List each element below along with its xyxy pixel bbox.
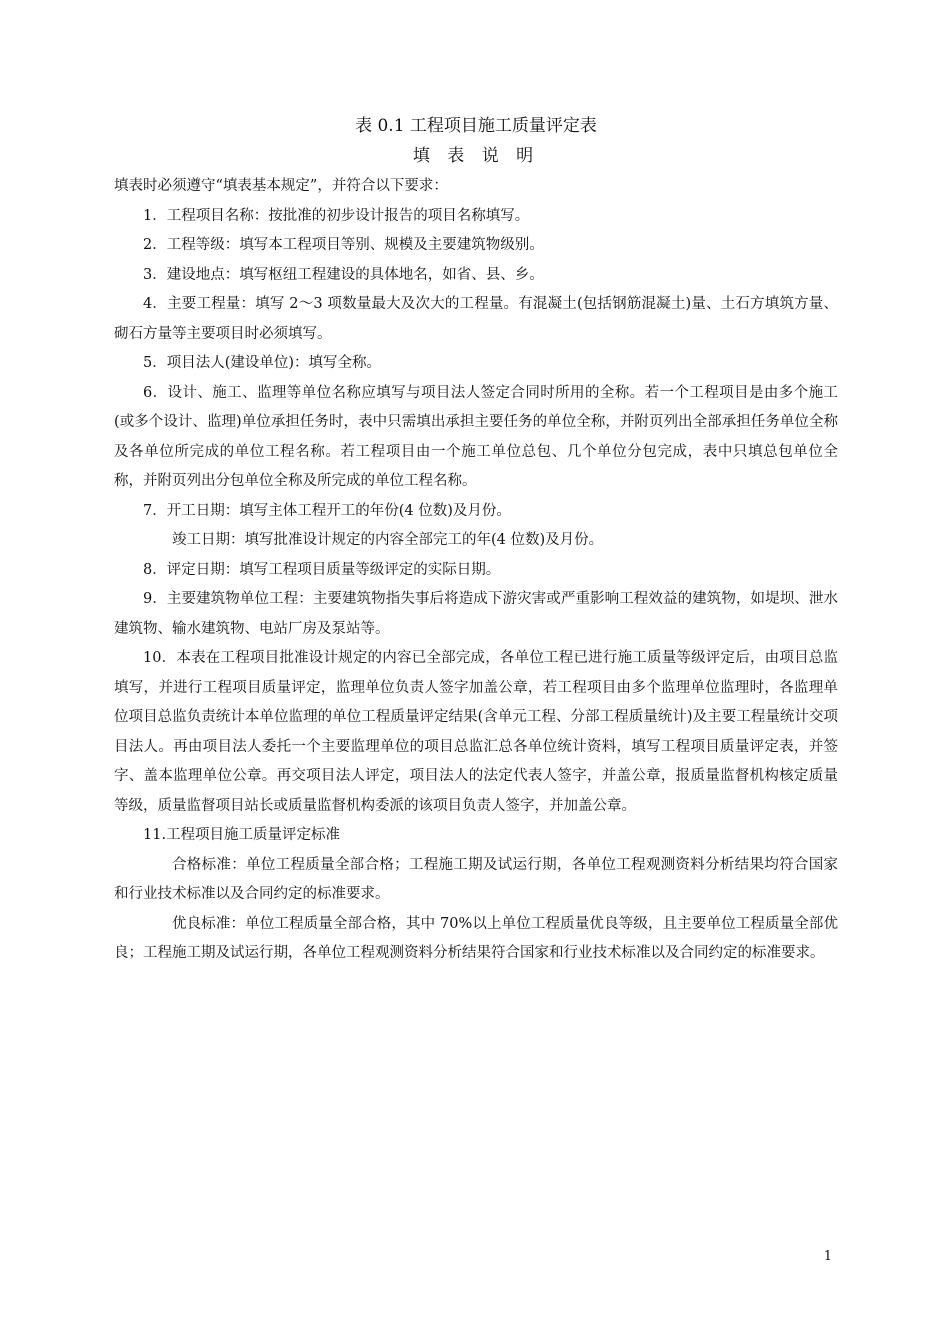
item-completion-date: 竣工日期：填写批准设计规定的内容全部完工的年(4 位数)及月份。 (172, 532, 604, 548)
item-project-grade: 2．工程等级：填写本工程项目等别、规模及主要建筑物级别。 (143, 237, 544, 253)
item-unit-names: 6．设计、施工、监理等单位名称应填写与项目法人签定合同时所用的全称。若一个工程项目是由多个施工(或多个设计、监理)单位承担任务时，表中只需填出承担主要任务的单位全称，并附页列出全部承担任务单位全称及各单位所完成的单位工程名称。若工程项目由一个施工单位总包、几个单位分包完成，表中只填总包单位全称，并附页列出分包单位全称及所完成的单位工程名称。 (114, 384, 838, 489)
item-form-procedure: 10．本表在工程项目批准设计规定的内容已全部完成，各单位工程已进行施工质量等级评定后，由项目总监填写，并进行工程项目质量评定，监理单位负责人签字加盖公章，若工程项目由多个监理单位监理时，各监理单位项目总监负责统计本单位监理的单位工程质量评定结果(含单元工程、分部工程质量统计)及主要工程量统计交项目法人。再由项目法人委托一个主要监理单位的项目总监汇总各单位统计资料，填写工程项目质量评定表，并签字、盖本监理单位公章。再交项目法人评定，项目法人的法定代表人签字，并盖公章，报质量监督机构核定质量等级，质量监督项目站长或质量监督机构委派的该项目负责人签字，并加盖公章。 (114, 650, 838, 814)
item-quality-standard-heading: 11.工程项目施工质量评定标准 (143, 827, 341, 843)
item-main-quantities: 4．主要工程量：填写 2～3 项数量最大及次大的工程量。有混凝土(包括钢筋混凝土)量、土石方填筑方量、砌石方量等主要项目时必须填写。 (114, 296, 838, 342)
item-excellent-standard: 优良标准：单位工程质量全部合格，其中 70%以上单位工程质量优良等级，且主要单位工程质量全部优良；工程施工期及试运行期，各单位工程观测资料分析结果符合国家和行业技术标准以及合同约定的标准要求。 (114, 915, 838, 961)
page-number: 1 (823, 1249, 832, 1264)
item-qualified-standard: 合格标准：单位工程质量全部合格；工程施工期及试运行期，各单位工程观测资料分析结果均符合国家和行业技术标准以及合同约定的标准要求。 (114, 856, 838, 902)
item-start-date: 7．开工日期：填写主体工程开工的年份(4 位数)及月份。 (143, 502, 511, 519)
item-project-name: 1．工程项目名称：按批准的初步设计报告的项目名称填写。 (143, 207, 530, 224)
document-subtitle: 填 表 说 明 (412, 146, 540, 166)
item-main-buildings: 9．主要建筑物单位工程：主要建筑物指失事后将造成下游灾害或严重影响工程效益的建筑物，如堤坝、泄水建筑物、输水建筑物、电站厂房及泵站等。 (114, 591, 838, 637)
item-project-owner: 5．项目法人(建设单位)：填写全称。 (143, 355, 382, 371)
item-evaluation-date: 8．评定日期：填写工程项目质量等级评定的实际日期。 (143, 561, 501, 578)
intro-paragraph: 填表时必须遵守“填表基本规定”，并符合以下要求： (114, 178, 448, 194)
document-body (114, 112, 838, 969)
item-construction-site: 3．建设地点：填写枢纽工程建设的具体地名，如省、县、乡。 (143, 266, 544, 283)
document-title: 表 0.1 工程项目施工质量评定表 (355, 116, 597, 136)
